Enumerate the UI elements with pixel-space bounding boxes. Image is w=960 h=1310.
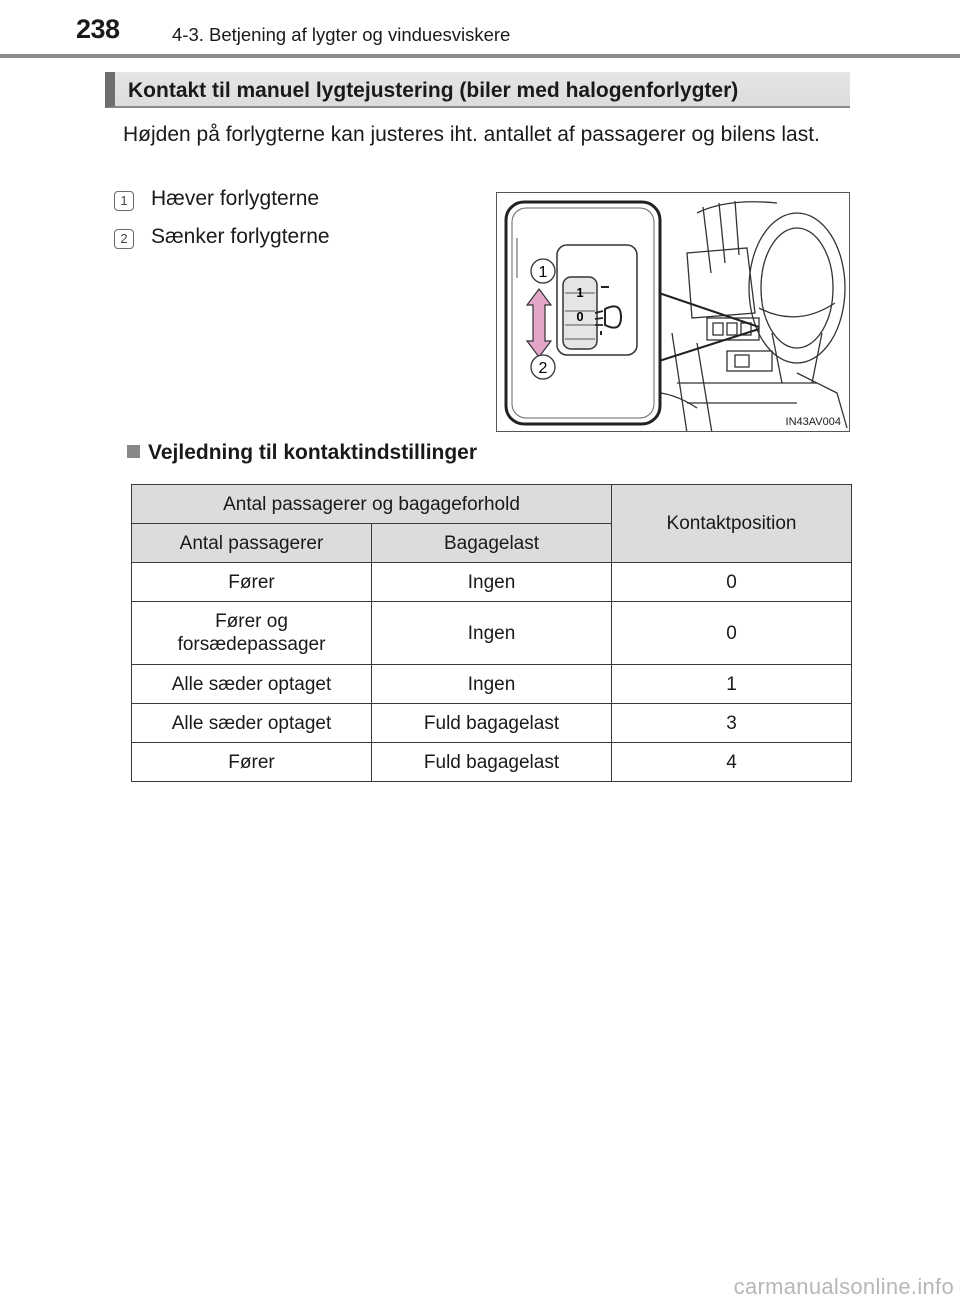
switch-setting-table	[131, 484, 852, 782]
cell-passengers: Fører	[132, 563, 372, 602]
page-number: 238	[76, 14, 120, 44]
section-title-bar	[105, 72, 850, 108]
cell-luggage: Ingen	[372, 602, 612, 665]
cell-position: 1	[612, 665, 852, 704]
watermark: carmanualsonline.info	[733, 1274, 954, 1299]
section-title: Kontakt til manuel lygtejustering (biler med halogenforlygter)	[128, 79, 739, 102]
figure-callout-2: 2	[538, 360, 548, 377]
subheading-text: Vejledning til kontaktindstillinger	[148, 441, 478, 464]
table-row	[132, 704, 852, 743]
figure-code: IN43AV004	[785, 416, 841, 428]
header-rule	[0, 54, 960, 58]
bullet-square-icon	[127, 445, 140, 458]
figure-callout-1: 1	[538, 264, 548, 281]
cell-position: 0	[612, 563, 852, 602]
cell-luggage: Fuld bagagelast	[372, 704, 612, 743]
cell-passengers: Fører og forsædepassager	[132, 602, 372, 665]
dial-mark-0: 0	[576, 309, 584, 324]
header-passenger-luggage-group: Antal passagerer og bagageforhold	[132, 485, 612, 524]
headlight-switch-illustration	[496, 192, 850, 432]
step-text-raise: Hæver forlygterne	[151, 187, 320, 210]
step-text-lower: Sænker forlygterne	[151, 225, 330, 248]
subheading	[127, 441, 477, 465]
section-reference: 4-3. Betjening af lygter og vinduesviskere	[172, 24, 511, 45]
cell-position: 0	[612, 602, 852, 665]
cell-luggage: Ingen	[372, 665, 612, 704]
intro-paragraph: Højden på forlygterne kan justeres iht. antallet af passagerer og bilens last.	[123, 123, 820, 146]
cell-position: 4	[612, 743, 852, 782]
cell-passengers: Fører	[132, 743, 372, 782]
header-luggage: Bagagelast	[372, 524, 612, 563]
cell-passengers: Alle sæder optaget	[132, 704, 372, 743]
cell-passengers: Alle sæder optaget	[132, 665, 372, 704]
table-row	[132, 665, 852, 704]
dashboard-drawing	[497, 193, 850, 432]
table-row	[132, 563, 852, 602]
cell-position: 3	[612, 704, 852, 743]
table-row	[132, 602, 852, 665]
step-number-2: 2	[114, 229, 134, 249]
cell-luggage: Fuld bagagelast	[372, 743, 612, 782]
dial-mark-1: 1	[576, 285, 584, 300]
header-passengers: Antal passagerer	[132, 524, 372, 563]
step-number-1: 1	[114, 191, 134, 211]
cell-luggage: Ingen	[372, 563, 612, 602]
table-row	[132, 743, 852, 782]
header-switch-position: Kontaktposition	[612, 485, 852, 563]
